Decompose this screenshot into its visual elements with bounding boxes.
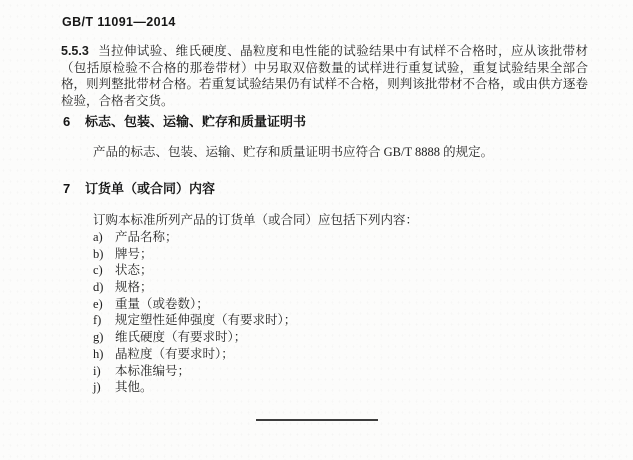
list-item-label: e) (93, 296, 103, 311)
section-7-number: 7 (63, 181, 71, 196)
list-item-text: 本标准编号； (115, 363, 191, 378)
list-item-label: f) (93, 313, 102, 328)
standard-number-header: GB/T 11091—2014 (62, 15, 176, 29)
list-item-label: i) (93, 363, 101, 378)
order-content-list (93, 229, 296, 396)
section-6-title: 标志、包装、运输、贮存和质量证明书 (85, 114, 307, 129)
list-item (93, 379, 296, 396)
list-item-label: c) (93, 263, 103, 278)
list-item-text: 晶粒度（有要求时）； (115, 346, 234, 361)
list-item-text: 产品名称； (115, 230, 178, 244)
end-of-text-rule (256, 419, 378, 421)
list-item-text: 维氏硬度（有要求时）； (115, 330, 247, 345)
list-item-text: 牌号； (115, 246, 153, 261)
clause-5-5-3 (61, 43, 588, 109)
section-7-title: 订货单（或合同）内容 (85, 181, 216, 196)
list-item-label: b) (93, 246, 104, 261)
list-item (93, 229, 296, 246)
list-item (93, 312, 296, 329)
list-item-text: 状态； (115, 263, 153, 278)
list-item (93, 262, 296, 279)
section-6-body: 产品的标志、包装、运输、贮存和质量证明书应符合 GB/T 8888 的规定。 (93, 145, 494, 159)
section-7-heading (63, 178, 215, 197)
section-6-number: 6 (63, 114, 71, 129)
list-item (93, 363, 296, 380)
section-6-heading (63, 111, 306, 130)
clause-5-5-3-number: 5.5.3 (61, 44, 89, 58)
list-item-label: h) (93, 346, 104, 361)
section-7-intro: 订购本标准所列产品的订货单（或合同）应包括下列内容： (93, 213, 419, 227)
list-item (93, 329, 296, 346)
list-item-label: j) (93, 380, 101, 395)
list-item (93, 279, 296, 296)
list-item-text: 规定塑性延伸强度（有要求时）； (115, 313, 297, 328)
clause-5-5-3-text: 当拉伸试验、维氏硬度、晶粒度和电性能的试验结果中有试样不合格时，应从该批带材（包括原检验不合格的那卷带材）中另取双倍数量的试样进行重复试验，重复试验结果全部合格，则判整批带材合格。若重复试验结果仍有试样不合格，则判该批带材不合格，或由供方逐卷检验，合格者交货。 (61, 44, 588, 108)
list-item-text: 其他。 (115, 380, 153, 395)
list-item (93, 296, 296, 313)
list-item-label: a) (93, 230, 103, 244)
list-item-label: d) (93, 280, 104, 295)
list-item-text: 规格； (115, 280, 153, 295)
list-item-text: 重量（或卷数）； (115, 296, 209, 311)
list-item (93, 246, 296, 263)
list-item-label: g) (93, 330, 104, 345)
list-item (93, 346, 296, 363)
